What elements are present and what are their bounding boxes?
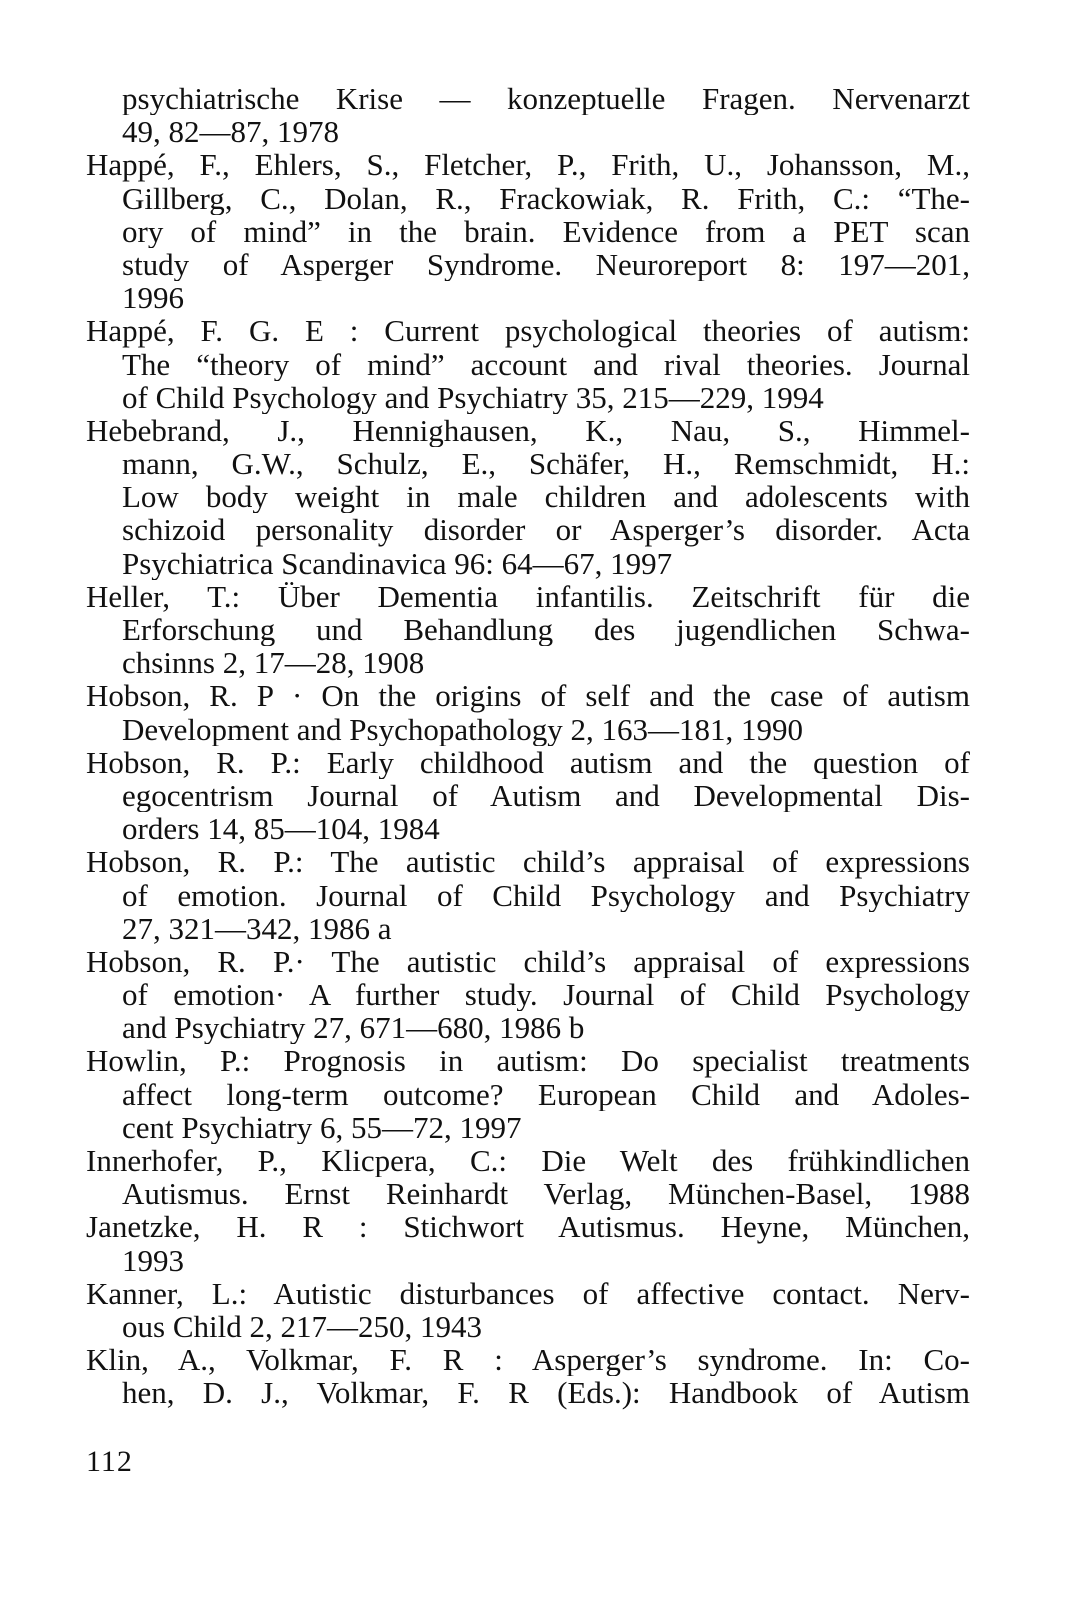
reference-line: schizoid personality disorder or Asperger’s disorder. Acta — [122, 513, 970, 547]
reference-entry-first-line: Happé, F. G. E : Current psychological theories of autism: — [86, 314, 970, 348]
reference-line: Low body weight in male children and adolescents with — [122, 480, 970, 514]
reference-entry-first-line: Janetzke, H. R : Stichwort Autismus. Heyne, München, — [86, 1210, 970, 1244]
reference-line: hen, D. J., Volkmar, F. R (Eds.): Handbook of Autism — [122, 1376, 970, 1410]
reference-line: Erforschung und Behandlung des jugendlichen Schwa- — [122, 613, 970, 647]
reference-line: 1993 — [122, 1243, 184, 1277]
reference-line: ous Child 2, 217—250, 1943 — [122, 1309, 482, 1344]
reference-entry-first-line: Hobson, R. P.· The autistic child’s appraisal of expressions — [86, 944, 970, 979]
reference-line: 27, 321—342, 1986 a — [122, 911, 392, 945]
reference-entry-first-line: Hobson, R. P.: Early childhood autism and the question of — [86, 745, 970, 779]
reference-entry-first-line: Hobson, R. P · On the origins of self and the case of autism — [86, 679, 970, 713]
reference-line: Autismus. Ernst Reinhardt Verlag, München-Basel, 1988 — [122, 1177, 970, 1211]
reference-line: orders 14, 85—104, 1984 — [122, 812, 440, 846]
reference-line: ory of mind” in the brain. Evidence from a PET scan — [122, 214, 970, 248]
reference-line: The “theory of mind” account and rival theories. Journal — [122, 347, 970, 381]
reference-entry-first-line: Hobson, R. P.: The autistic child’s appraisal of expressions — [86, 845, 970, 879]
reference-line: 49, 82—87, 1978 — [122, 115, 339, 149]
reference-line: cent Psychiatry 6, 55—72, 1997 — [122, 1110, 522, 1144]
reference-list — [86, 82, 970, 1410]
reference-line: egocentrism Journal of Autism and Developmental Dis- — [122, 778, 970, 813]
page-number: 112 — [86, 1445, 133, 1478]
reference-line: Psychiatrica Scandinavica 96: 64—67, 1997 — [122, 546, 673, 580]
reference-entry-first-line: Klin, A., Volkmar, F. R : Asperger’s syndrome. In: Co- — [86, 1343, 970, 1377]
reference-line: of emotion· A further study. Journal of Child Psychology — [122, 978, 970, 1012]
reference-line: and Psychiatry 27, 671—680, 1986 b — [122, 1011, 585, 1045]
reference-line: study of Asperger Syndrome. Neuroreport 8: 197—201, — [122, 247, 970, 282]
reference-line: affect long-term outcome? European Child and Adoles- — [122, 1077, 970, 1111]
reference-entry-first-line: Hebebrand, J., Hennighausen, K., Nau, S., Himmel- — [86, 413, 970, 448]
reference-line: of emotion. Journal of Child Psychology and Psychiatry — [122, 878, 970, 912]
reference-entry-first-line: Happé, F., Ehlers, S., Fletcher, P., Frith, U., Johansson, M., — [86, 148, 970, 182]
reference-entry-first-line: Howlin, P.: Prognosis in autism: Do specialist treatments — [86, 1044, 970, 1078]
reference-line: psychiatrische Krise — konzeptuelle Fragen. Nervenarzt — [122, 82, 970, 116]
reference-line: Development and Psychopathology 2, 163—181, 1990 — [122, 712, 804, 746]
reference-line: mann, G.W., Schulz, E., Schäfer, H., Remschmidt, H.: — [122, 447, 970, 481]
reference-entry-first-line: Heller, T.: Über Dementia infantilis. Zeitschrift für die — [86, 579, 970, 613]
reference-line: 1996 — [122, 281, 184, 315]
reference-entry-first-line: Kanner, L.: Autistic disturbances of affective contact. Nerv- — [86, 1276, 970, 1310]
reference-line: chsinns 2, 17—28, 1908 — [122, 646, 425, 680]
reference-entry-first-line: Innerhofer, P., Klicpera, C.: Die Welt des frühkindlichen — [86, 1144, 970, 1178]
reference-line: Gillberg, C., Dolan, R., Frackowiak, R. Frith, C.: “The- — [122, 181, 970, 215]
reference-line: of Child Psychology and Psychiatry 35, 215—229, 1994 — [122, 380, 824, 414]
